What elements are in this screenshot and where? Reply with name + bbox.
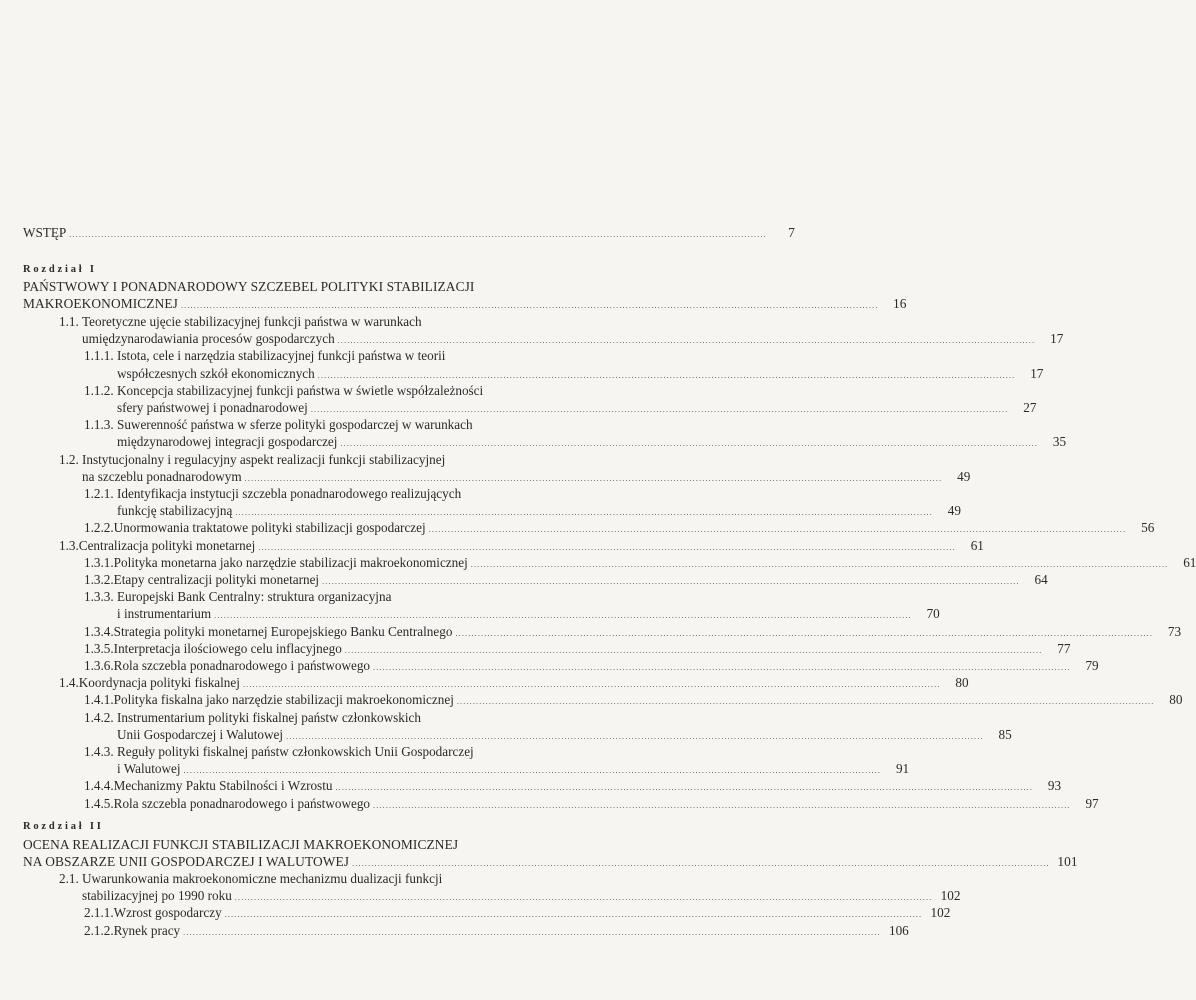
toc-entry-number: 1.3. (59, 537, 79, 553)
toc-entry-number: 2.1. (59, 871, 79, 886)
toc-entry-text: stabilizacyjnej po 1990 roku (82, 888, 232, 904)
toc-page-number: 49 (947, 503, 961, 519)
toc-entry-line (84, 922, 909, 942)
toc-entry-number: 1.3.4. (84, 623, 114, 639)
toc-entry-number: 1.4.2. (84, 709, 114, 725)
toc-page-number: 106 (888, 922, 909, 938)
chapter-1-label: Rozdział I (23, 264, 97, 275)
toc-entry-text: Koordynacja polityki fiskalnej (78, 675, 240, 691)
leader-dots (69, 226, 767, 244)
toc-entry-text: Identyfikacja instytucji szczebla ponadnarodowego realizujących (117, 486, 462, 501)
toc-entry-text: Etapy centralizacji polityki monetarnej (113, 572, 320, 587)
toc-entry-text: funkcję stabilizacyjną (117, 503, 233, 519)
toc-page-number: 80 (1169, 692, 1183, 708)
toc-page-number: 102 (930, 905, 951, 921)
toc-entry-line (59, 451, 549, 469)
toc-entry-number: 1.4.1. (84, 692, 114, 708)
toc-entry-number: 1.2.1. (84, 486, 114, 501)
toc-entry-line (84, 709, 549, 727)
toc-page-number: 17 (1050, 331, 1064, 347)
toc-entry-number: 1.3.6. (84, 658, 114, 673)
toc-entry-line (84, 743, 549, 761)
toc-page-number: 102 (940, 888, 961, 904)
toc-entry-text: Strategia polityki monetarnej Europejskiego Banku Centralnego (113, 623, 453, 639)
toc-entry-number: 1.1. (59, 314, 79, 329)
toc-entry-number: 1.1.2. (84, 382, 114, 398)
chapter-1-title-line2: MAKROEKONOMICZNEJ (23, 296, 178, 311)
toc-entry-text: Reguły polityki fiskalnej państw członkowskich Unii Gospodarczej (117, 744, 474, 759)
toc-entry-number: 2.1.2. (84, 922, 114, 938)
toc-entry-text: Interpretacja ilościowego celu inflacyjnego (113, 640, 342, 656)
toc-entry-text: Suwerenność państwa w sferze polityki gospodarczej w warunkach (117, 417, 473, 433)
toc-page-number: 85 (998, 726, 1012, 742)
toc-entry-text: Europejski Bank Centralny: struktura organizacyjna (117, 589, 392, 605)
toc-page-number: 56 (1141, 520, 1155, 536)
toc-page-number: 70 (926, 606, 940, 622)
toc-entry-text: Koncepcja stabilizacyjnej funkcji państwa w świetle współzależności (117, 382, 484, 398)
toc-page-number: 49 (957, 468, 971, 484)
toc-entry-text: Teoretyczne ujęcie stabilizacyjnej funkcji państwa w warunkach (82, 314, 422, 329)
chapter-2-label: Rozdział II (23, 821, 104, 832)
toc-entry-label: WSTĘP (23, 225, 67, 240)
toc-page-number: 16 (892, 296, 907, 311)
toc-page-number: 80 (955, 675, 969, 691)
toc-entry-line (59, 870, 549, 888)
toc-entry-line (59, 313, 549, 331)
toc-entry-line (84, 588, 549, 606)
toc-page-number: 17 (1030, 365, 1044, 381)
toc-page-number: 97 (1085, 795, 1099, 811)
toc-page-number: 73 (1167, 623, 1182, 639)
leader-dots (373, 797, 1071, 815)
toc-page-number: 79 (1085, 658, 1099, 673)
chapter-2-title-line2: NA OBSZARZE UNII GOSPODARCZEJ I WALUTOWEJ (23, 854, 350, 869)
toc-entry-text: i Walutowej (117, 761, 181, 777)
leader-dots (457, 693, 1155, 711)
toc-entry-text: na szczeblu ponadnarodowym (82, 468, 242, 484)
toc-entry-number: 1.2. (59, 451, 79, 467)
toc-entry-intro[interactable] (23, 224, 795, 244)
toc-entry-number: 1.4.5. (84, 795, 114, 811)
toc-page-number: 35 (1052, 434, 1067, 450)
toc-entry-number: 1.1.3. (84, 417, 114, 433)
toc-entry-text: Mechanizmy Paktu Stabilności i Wzrostu (113, 778, 333, 794)
toc-entry-text: Rola szczebla ponadnarodowego i państwowego (113, 795, 371, 811)
toc-page-number: 64 (1034, 572, 1048, 587)
toc-entry-number: 1.3.5. (84, 640, 114, 656)
toc-entry-number: 1.1.1. (84, 348, 114, 364)
toc-page-number: 61 (970, 537, 984, 553)
toc-entry-text: Unormowania traktatowe polityki stabilizacji gospodarczej (113, 520, 426, 536)
toc-entry-text: Centralizacja polityki monetarnej (78, 537, 256, 553)
toc-entry-number: 2.1.1. (84, 905, 114, 921)
toc-page-number: 91 (895, 761, 910, 777)
toc-entry-line (84, 347, 549, 365)
toc-entry-text: i instrumentarium (117, 606, 212, 622)
chapter-1-title-line1[interactable]: PAŃSTWOWY I PONADNARODOWY SZCZEBEL POLITYKI STABILIZACJI (23, 279, 475, 294)
toc-entry-number: 1.3.2. (84, 572, 114, 587)
toc-entry-number: 1.3.3. (84, 589, 114, 605)
toc-entry-text: Polityka monetarna jako narzędzie stabilizacji makroekonomicznej (113, 554, 468, 570)
toc-entry-line (84, 382, 549, 400)
toc-entry-text: Wzrost gospodarczy (113, 905, 222, 921)
toc-entry-line (84, 485, 549, 503)
toc-entry-text: międzynarodowej integracji gospodarczej (117, 434, 338, 450)
toc-entry-number: 1.2.2. (84, 520, 114, 536)
chapter-2-title-line1[interactable]: OCENA REALIZACJI FUNKCJI STABILIZACJI MAKROEKONOMICZNEJ (23, 837, 459, 852)
toc-entry-number: 1.4. (59, 675, 79, 691)
toc-entry-text: Rynek pracy (113, 922, 181, 938)
toc-entry-text: Rola szczebla ponadnarodowego i państwowego (113, 658, 371, 673)
toc-entry-text: sfery państwowej i ponadnarodowej (117, 400, 308, 415)
toc-entry-text: Unii Gospodarczej i Walutowej (117, 726, 284, 742)
toc-page-number: 101 (1057, 854, 1078, 869)
leader-dots (471, 556, 1169, 574)
toc-page-number: 27 (1023, 400, 1037, 415)
toc-entry-number: 1.4.3. (84, 744, 114, 759)
toc-entry-text: Polityka fiskalna jako narzędzie stabilizacji makroekonomicznej (113, 692, 454, 708)
leader-dots (183, 924, 881, 942)
toc-entry-text: umiędzynarodawiania procesów gospodarczych (82, 331, 335, 347)
toc-entry-text: współczesnych szkół ekonomicznych (117, 365, 315, 381)
toc-page-number: 77 (1057, 640, 1071, 656)
toc-entry-line (84, 795, 1099, 815)
toc-entry-text: Instrumentarium polityki fiskalnej państw członkowskich (117, 709, 421, 725)
toc-page-number: 93 (1047, 778, 1062, 794)
toc-page-number: 7 (788, 225, 795, 240)
toc-entry-number: 1.3.1. (84, 554, 114, 570)
toc-entry-text: Instytucjonalny i regulacyjny aspekt realizacji funkcji stabilizacyjnej (82, 451, 446, 467)
toc-entry-number: 1.4.4. (84, 778, 114, 794)
chapter-1-title-line2-row[interactable] (23, 295, 907, 315)
toc-entry-line (84, 416, 549, 434)
toc-entry-text: Istota, cele i narzędzia stabilizacyjnej funkcji państwa w teorii (117, 348, 446, 364)
toc-entry-text: Uwarunkowania makroekonomiczne mechanizmu dualizacji funkcji (82, 871, 443, 886)
toc-page-number: 61 (1183, 554, 1196, 570)
